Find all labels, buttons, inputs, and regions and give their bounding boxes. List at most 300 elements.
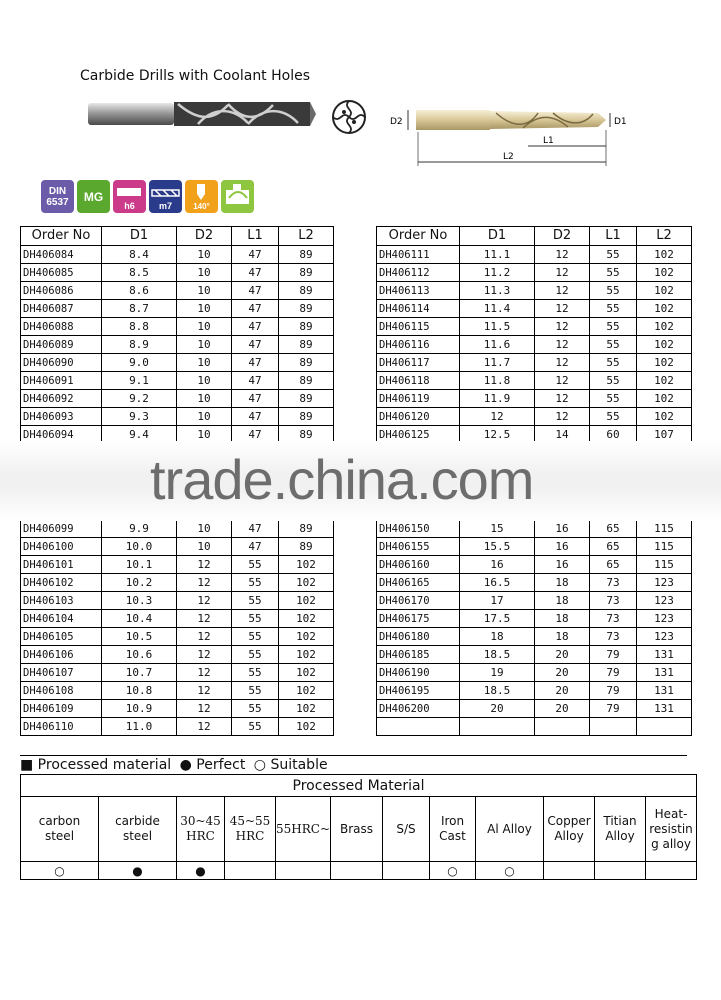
l2-cell: 131 [637, 700, 692, 718]
d2-cell: 12 [177, 700, 232, 718]
l1-cell: 65 [590, 556, 637, 574]
page-title: Carbide Drills with Coolant Holes [80, 68, 311, 84]
d2-cell: 16 [535, 538, 590, 556]
col-d1: D1 [102, 227, 177, 246]
l1-cell: 47 [232, 246, 279, 264]
d1-cell: 12 [460, 408, 535, 426]
l2-label: L2 [503, 152, 514, 162]
l2-cell: 89 [279, 538, 334, 556]
l2-cell: 102 [637, 282, 692, 300]
order-no-cell: DH406092 [21, 390, 102, 408]
order-no-cell: DH406102 [21, 574, 102, 592]
order-no-cell: DH406114 [377, 300, 460, 318]
d1-cell: 15 [460, 520, 535, 538]
table-row [21, 354, 334, 372]
col-l1: L1 [232, 227, 279, 246]
d2-cell: 18 [535, 592, 590, 610]
d2-cell: 12 [535, 354, 590, 372]
l2-cell: 123 [637, 628, 692, 646]
table-row [21, 520, 334, 538]
drill-photo [88, 101, 316, 127]
d1-cell: 10.5 [102, 628, 177, 646]
col-d1: D1 [460, 227, 535, 246]
order-no-cell: DH406105 [21, 628, 102, 646]
table-row [377, 592, 692, 610]
l2-cell: 107 [637, 426, 692, 444]
d1-cell: 11.9 [460, 390, 535, 408]
l2-cell: 102 [279, 682, 334, 700]
l1-cell: 79 [590, 682, 637, 700]
order-no-cell: DH406111 [377, 246, 460, 264]
l2-cell: 89 [279, 408, 334, 426]
d1-cell: 9.1 [102, 372, 177, 390]
table-row [377, 520, 692, 538]
d1-cell: 11.6 [460, 336, 535, 354]
order-no-cell: DH406165 [377, 574, 460, 592]
l1-cell: 47 [232, 264, 279, 282]
l1-cell: 79 [590, 664, 637, 682]
coolant-flute-icon [221, 180, 254, 213]
material-header: Processed Material [21, 775, 697, 797]
material-rating [595, 862, 646, 880]
l1-cell: 47 [232, 538, 279, 556]
table-row [377, 610, 692, 628]
d1-cell: 9.0 [102, 354, 177, 372]
table-row [377, 556, 692, 574]
d2-cell: 18 [535, 628, 590, 646]
l2-cell: 123 [637, 592, 692, 610]
order-no-cell: DH406155 [377, 538, 460, 556]
l2-cell: 102 [279, 592, 334, 610]
l2-cell: 89 [279, 354, 334, 372]
order-no-cell: DH406117 [377, 354, 460, 372]
order-no-cell: DH406100 [21, 538, 102, 556]
d2-cell: 14 [535, 426, 590, 444]
d2-cell: 10 [177, 318, 232, 336]
l2-cell: 89 [279, 246, 334, 264]
order-no-cell: DH406118 [377, 372, 460, 390]
d2-cell: 20 [535, 664, 590, 682]
l1-cell: 73 [590, 574, 637, 592]
material-name: carbon steel [21, 797, 99, 862]
l1-cell: 65 [590, 538, 637, 556]
material-rating: ○ [21, 862, 99, 880]
table-row [377, 682, 692, 700]
d1-cell: 18.5 [460, 682, 535, 700]
order-no-cell: DH406116 [377, 336, 460, 354]
l1-cell: 55 [232, 556, 279, 574]
l2-cell: 102 [637, 264, 692, 282]
l2-cell: 89 [279, 264, 334, 282]
order-no-cell: DH406175 [377, 610, 460, 628]
l2-cell: 131 [637, 646, 692, 664]
d1-cell: 20 [460, 700, 535, 718]
d2-cell: 12 [177, 628, 232, 646]
order-no-cell: DH406185 [377, 646, 460, 664]
order-no-cell: DH406093 [21, 408, 102, 426]
l2-cell [637, 718, 692, 736]
table-row [377, 354, 692, 372]
l1-cell: 47 [232, 408, 279, 426]
d2-cell: 12 [177, 664, 232, 682]
order-no-cell: DH406099 [21, 520, 102, 538]
table-header-row [21, 227, 334, 246]
table-header-row [377, 227, 692, 246]
d1-cell: 17.5 [460, 610, 535, 628]
order-no-cell: DH406110 [21, 718, 102, 736]
d1-cell: 16 [460, 556, 535, 574]
table-row [21, 718, 334, 736]
order-no-cell: DH406091 [21, 372, 102, 390]
d2-cell: 12 [177, 592, 232, 610]
table-row [377, 538, 692, 556]
l1-cell: 55 [590, 390, 637, 408]
l1-cell: 55 [590, 318, 637, 336]
order-no-cell: DH406108 [21, 682, 102, 700]
order-no-cell: DH406150 [377, 520, 460, 538]
l1-cell: 47 [232, 318, 279, 336]
l1-cell: 55 [590, 336, 637, 354]
l2-cell: 102 [279, 556, 334, 574]
material-rating [383, 862, 430, 880]
material-name: carbide steel [99, 797, 177, 862]
table-row [21, 664, 334, 682]
order-no-cell: DH406113 [377, 282, 460, 300]
d2-cell: 10 [177, 282, 232, 300]
table-row [377, 318, 692, 336]
l1-cell: 47 [232, 426, 279, 444]
d1-cell: 10.9 [102, 700, 177, 718]
d1-cell: 9.2 [102, 390, 177, 408]
l1-cell: 73 [590, 610, 637, 628]
order-no-cell: DH406087 [21, 300, 102, 318]
l2-cell: 102 [637, 390, 692, 408]
d2-cell: 10 [177, 372, 232, 390]
l2-cell: 102 [637, 372, 692, 390]
d1-cell [460, 718, 535, 736]
l1-cell: 47 [232, 336, 279, 354]
order-no-cell: DH406104 [21, 610, 102, 628]
material-rating [276, 862, 331, 880]
l2-cell: 102 [637, 336, 692, 354]
material-name: 55HRC~ [276, 797, 331, 862]
d1-cell: 9.4 [102, 426, 177, 444]
order-no-cell: DH406180 [377, 628, 460, 646]
spec-table-left [20, 226, 334, 444]
d1-cell: 10.1 [102, 556, 177, 574]
d2-cell: 12 [535, 318, 590, 336]
d1-cell: 8.9 [102, 336, 177, 354]
l1-cell: 73 [590, 592, 637, 610]
table-row [21, 336, 334, 354]
d2-cell: 12 [535, 372, 590, 390]
material-name: Heat- resistin g alloy [646, 797, 697, 862]
table-row [21, 574, 334, 592]
col-order-no: Order No [21, 227, 102, 246]
l1-cell: 79 [590, 700, 637, 718]
d1-cell: 8.5 [102, 264, 177, 282]
d2-cell: 18 [535, 610, 590, 628]
d2-cell: 16 [535, 556, 590, 574]
l1-cell: 47 [232, 372, 279, 390]
table-row [377, 664, 692, 682]
material-rating: ○ [476, 862, 544, 880]
d2-cell [535, 718, 590, 736]
order-no-cell: DH406107 [21, 664, 102, 682]
d1-cell: 11.1 [460, 246, 535, 264]
l1-cell: 55 [590, 408, 637, 426]
d1-cell: 11.0 [102, 718, 177, 736]
table-row [377, 372, 692, 390]
order-no-cell: DH406109 [21, 700, 102, 718]
point-angle-badge: 140° [185, 180, 218, 213]
table-row [21, 408, 334, 426]
order-no-cell: DH406125 [377, 426, 460, 444]
l1-cell: 55 [232, 664, 279, 682]
l1-cell: 55 [232, 574, 279, 592]
table-row [21, 682, 334, 700]
material-rating [646, 862, 697, 880]
d2-cell: 10 [177, 408, 232, 426]
d2-cell: 18 [535, 574, 590, 592]
material-rating [331, 862, 383, 880]
d1-cell: 17 [460, 592, 535, 610]
l2-cell: 102 [279, 646, 334, 664]
table-row [21, 246, 334, 264]
d2-cell: 10 [177, 426, 232, 444]
order-no-cell: DH406086 [21, 282, 102, 300]
material-name: Titian Alloy [595, 797, 646, 862]
d1-cell: 12.5 [460, 426, 535, 444]
l2-cell: 102 [279, 628, 334, 646]
legend-perfect: ● Perfect [179, 757, 246, 773]
table-row [21, 390, 334, 408]
l1-cell: 55 [590, 246, 637, 264]
d1-cell: 10.8 [102, 682, 177, 700]
order-no-cell: DH406160 [377, 556, 460, 574]
d1-cell: 11.5 [460, 318, 535, 336]
legend-suitable: ○ Suitable [253, 757, 328, 773]
l2-cell: 102 [637, 354, 692, 372]
table-row [377, 264, 692, 282]
dimension-drawing [388, 96, 638, 171]
l1-cell: 60 [590, 426, 637, 444]
l1-cell: 47 [232, 354, 279, 372]
m7-tolerance-badge: m7 [149, 180, 182, 213]
d2-cell: 10 [177, 354, 232, 372]
d1-cell: 11.2 [460, 264, 535, 282]
d2-cell: 10 [177, 336, 232, 354]
col-l1: L1 [590, 227, 637, 246]
material-rating: ● [99, 862, 177, 880]
watermark: trade.china.com [150, 448, 534, 511]
d1-cell: 10.7 [102, 664, 177, 682]
d2-cell: 12 [535, 390, 590, 408]
spec-table-right-lower [376, 519, 692, 736]
d2-cell: 10 [177, 390, 232, 408]
l1-label: L1 [543, 136, 554, 146]
l1-cell: 55 [590, 264, 637, 282]
table-row [377, 700, 692, 718]
material-rating [544, 862, 595, 880]
l1-cell [590, 718, 637, 736]
order-no-cell: DH406103 [21, 592, 102, 610]
l1-cell: 73 [590, 628, 637, 646]
d1-label: D1 [614, 117, 627, 127]
l2-cell: 115 [637, 556, 692, 574]
material-name: S/S [383, 797, 430, 862]
material-name: Iron Cast [430, 797, 476, 862]
d1-cell: 11.8 [460, 372, 535, 390]
table-row [21, 646, 334, 664]
l2-cell: 131 [637, 682, 692, 700]
l2-cell: 89 [279, 372, 334, 390]
table-row [377, 408, 692, 426]
table-row [21, 610, 334, 628]
l1-cell: 55 [232, 700, 279, 718]
d1-cell: 9.9 [102, 520, 177, 538]
d2-cell: 12 [177, 556, 232, 574]
order-no-cell: DH406085 [21, 264, 102, 282]
table-row [377, 646, 692, 664]
d2-label: D2 [390, 117, 403, 127]
l2-cell: 102 [279, 718, 334, 736]
d2-cell: 12 [535, 300, 590, 318]
order-no-cell: DH406195 [377, 682, 460, 700]
l2-cell: 102 [279, 664, 334, 682]
legend-processed: ■ Processed material [20, 757, 172, 773]
d1-cell: 11.3 [460, 282, 535, 300]
d1-cell: 8.4 [102, 246, 177, 264]
l2-cell: 89 [279, 520, 334, 538]
table-row [377, 246, 692, 264]
col-l2: L2 [637, 227, 692, 246]
d1-cell: 16.5 [460, 574, 535, 592]
l2-cell: 102 [279, 700, 334, 718]
table-row [377, 718, 692, 736]
l1-cell: 55 [590, 354, 637, 372]
l1-cell: 55 [232, 592, 279, 610]
l1-cell: 65 [590, 520, 637, 538]
table-row [21, 592, 334, 610]
l1-cell: 55 [590, 372, 637, 390]
order-no-cell: DH406200 [377, 700, 460, 718]
l1-cell: 55 [232, 682, 279, 700]
order-no-cell [377, 718, 460, 736]
order-no-cell: DH406190 [377, 664, 460, 682]
d2-cell: 20 [535, 682, 590, 700]
table-row [21, 628, 334, 646]
d2-cell: 12 [177, 718, 232, 736]
col-d2: D2 [177, 227, 232, 246]
l1-cell: 55 [590, 282, 637, 300]
d2-cell: 10 [177, 246, 232, 264]
d1-cell: 19 [460, 664, 535, 682]
l2-cell: 123 [637, 574, 692, 592]
table-row [21, 264, 334, 282]
d2-cell: 10 [177, 264, 232, 282]
l2-cell: 102 [279, 610, 334, 628]
order-no-cell: DH406120 [377, 408, 460, 426]
table-row [21, 318, 334, 336]
d1-cell: 15.5 [460, 538, 535, 556]
l2-cell: 89 [279, 336, 334, 354]
col-l2: L2 [279, 227, 334, 246]
l2-cell: 89 [279, 426, 334, 444]
l2-cell: 102 [279, 574, 334, 592]
cross-section-icon [330, 98, 368, 136]
order-no-cell: DH406170 [377, 592, 460, 610]
l1-cell: 55 [232, 610, 279, 628]
d2-cell: 12 [177, 610, 232, 628]
material-rating [225, 862, 276, 880]
l1-cell: 79 [590, 646, 637, 664]
spec-table-left-lower [20, 519, 334, 736]
d2-cell: 12 [177, 574, 232, 592]
d2-cell: 12 [535, 336, 590, 354]
l2-cell: 123 [637, 610, 692, 628]
l2-cell: 102 [637, 318, 692, 336]
d1-cell: 10.4 [102, 610, 177, 628]
material-name: Copper Alloy [544, 797, 595, 862]
l1-cell: 55 [232, 646, 279, 664]
material-name: 30~45 HRC [177, 797, 225, 862]
feature-badges [41, 180, 254, 213]
d2-cell: 12 [535, 264, 590, 282]
d2-cell: 16 [535, 520, 590, 538]
order-no-cell: DH406084 [21, 246, 102, 264]
table-row [21, 300, 334, 318]
d2-cell: 12 [535, 246, 590, 264]
material-rating: ○ [430, 862, 476, 880]
order-no-cell: DH406088 [21, 318, 102, 336]
d1-cell: 11.7 [460, 354, 535, 372]
order-no-cell: DH406115 [377, 318, 460, 336]
order-no-cell: DH406089 [21, 336, 102, 354]
d2-cell: 10 [177, 300, 232, 318]
d2-cell: 12 [535, 408, 590, 426]
l1-cell: 47 [232, 300, 279, 318]
d2-cell: 10 [177, 520, 232, 538]
d1-cell: 9.3 [102, 408, 177, 426]
l2-cell: 102 [637, 408, 692, 426]
d1-cell: 11.4 [460, 300, 535, 318]
l2-cell: 115 [637, 538, 692, 556]
d1-cell: 10.2 [102, 574, 177, 592]
d2-cell: 20 [535, 700, 590, 718]
d2-cell: 12 [177, 682, 232, 700]
table-row [21, 556, 334, 574]
h6-tolerance-badge: h6 [113, 180, 146, 213]
material-name: Al Alloy [476, 797, 544, 862]
material-table [20, 774, 697, 880]
table-row [21, 372, 334, 390]
table-row [377, 628, 692, 646]
order-no-cell: DH406090 [21, 354, 102, 372]
material-name: Brass [331, 797, 383, 862]
table-row [21, 282, 334, 300]
l1-cell: 55 [232, 718, 279, 736]
l2-cell: 89 [279, 318, 334, 336]
table-row [377, 574, 692, 592]
table-row [377, 300, 692, 318]
l2-cell: 102 [637, 246, 692, 264]
l2-cell: 115 [637, 520, 692, 538]
d1-cell: 10.0 [102, 538, 177, 556]
d1-cell: 10.3 [102, 592, 177, 610]
d2-cell: 12 [535, 282, 590, 300]
order-no-cell: DH406112 [377, 264, 460, 282]
